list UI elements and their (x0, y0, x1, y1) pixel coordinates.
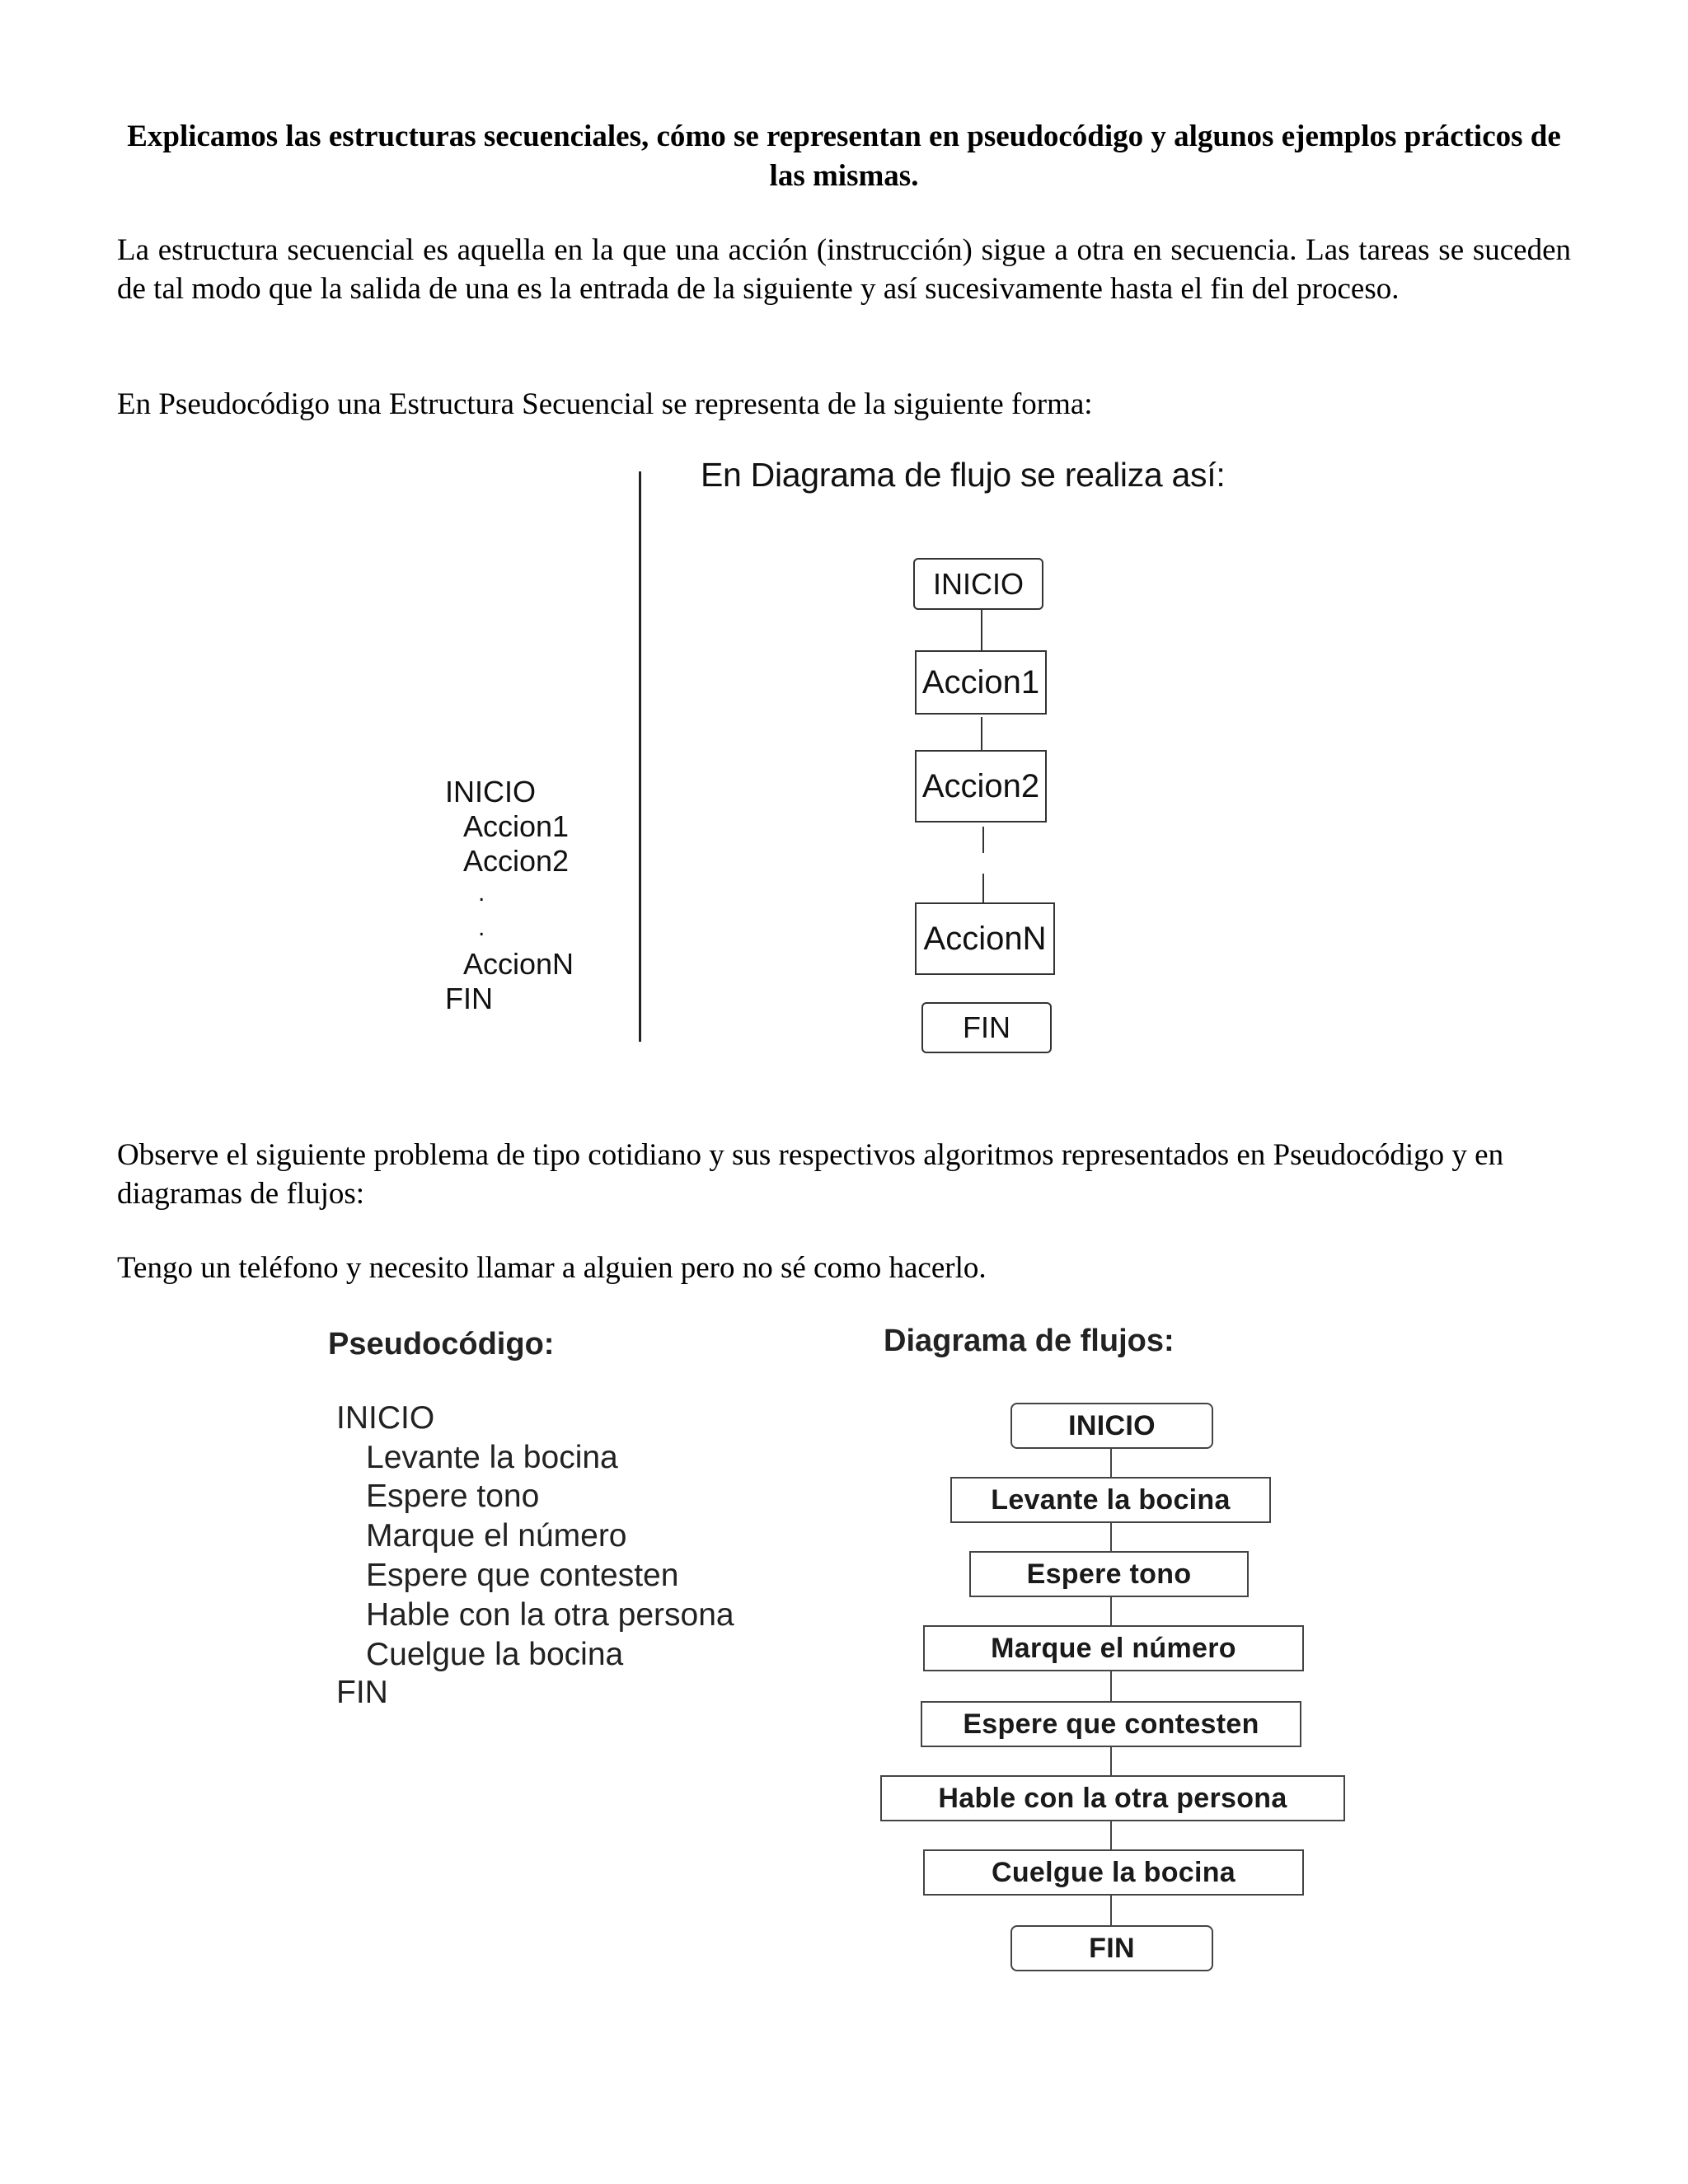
pseudocode-line: Levante la bocina (366, 1440, 618, 1475)
flowchart-connector (1110, 1896, 1112, 1925)
figure-divider (639, 471, 641, 1042)
flowchart-box-action: Espere tono (969, 1551, 1249, 1597)
problem-paragraph: Tengo un teléfono y necesito llamar a alguien pero no sé como hacerlo. (117, 1251, 987, 1285)
flowchart-box-action: AccionN (915, 902, 1055, 975)
pseudocode-ellipsis: . (478, 914, 485, 941)
flowchart-box-action: Espere que contesten (921, 1701, 1301, 1747)
pseudocode-line: Espere que contesten (366, 1558, 679, 1593)
flowchart-box-action: Marque el número (923, 1625, 1304, 1671)
flowchart-box-start: INICIO (913, 558, 1043, 610)
flowchart-box-action: Hable con la otra persona (880, 1775, 1345, 1821)
page-title: Explicamos las estructuras secuenciales, cómo se representan en pseudocódigo y algunos ejemplos prácticos de las mismas. (127, 120, 1561, 193)
pseudocode-line: Accion1 (463, 809, 570, 843)
pseudocode-line: Hable con la otra persona (366, 1597, 734, 1633)
flowchart-box-action: Cuelgue la bocina (923, 1849, 1304, 1896)
pseudocode-line: Accion2 (463, 844, 570, 878)
flowchart-box-action: Accion2 (915, 750, 1047, 823)
flowchart-box-action: Levante la bocina (950, 1477, 1271, 1523)
flowchart-connector-broken (982, 827, 984, 853)
pseudocode-line: FIN (445, 982, 493, 1015)
flowchart-box-end: FIN (1010, 1925, 1213, 1971)
intro-paragraph: La estructura secuencial es aquella en la que una acción (instrucción) sigue a otra en secuencia. Las tareas se suceden de tal modo que la salida de una es la entrada de la siguiente y así sucesivamente hasta el fin del proceso. (117, 233, 1571, 306)
flowchart-connector (981, 717, 982, 750)
pseudocode-heading: Pseudocódigo: (328, 1327, 555, 1361)
pseudocode-line: Cuelgue la bocina (366, 1637, 624, 1672)
flowchart-connector (1110, 1597, 1112, 1625)
flowchart-heading: Diagrama de flujos: (884, 1324, 1175, 1358)
flowchart-connector (1110, 1523, 1112, 1551)
pseudocode-ellipsis: . (478, 879, 485, 907)
flowchart-heading: En Diagrama de flujo se realiza así: (701, 456, 1226, 494)
pseudocode-line: AccionN (463, 947, 574, 981)
flowchart-connector (1110, 1449, 1112, 1477)
pseudocode-line: FIN (336, 1675, 388, 1710)
flowchart-box-end: FIN (921, 1002, 1052, 1053)
flowchart-connector (1110, 1671, 1112, 1701)
flowchart-box-start: INICIO (1010, 1403, 1213, 1449)
flowchart-connector (1110, 1747, 1112, 1775)
pseudocode-line: Marque el número (366, 1518, 627, 1554)
flowchart-connector-broken (982, 874, 984, 902)
pseudocode-line: INICIO (445, 775, 537, 808)
pseudocode-line: Espere tono (366, 1479, 540, 1514)
observe-paragraph: Observe el siguiente problema de tipo cotidiano y sus respectivos algoritmos representados en Pseudocódigo y en diagramas de flujos: (117, 1138, 1504, 1211)
flowchart-box-action: Accion1 (915, 650, 1047, 715)
pseudocode-line: INICIO (336, 1400, 435, 1436)
flowchart-connector (981, 610, 982, 651)
flowchart-connector (1110, 1821, 1112, 1849)
pseudo-intro-paragraph: En Pseudocódigo una Estructura Secuencial se representa de la siguiente forma: (117, 387, 1093, 421)
